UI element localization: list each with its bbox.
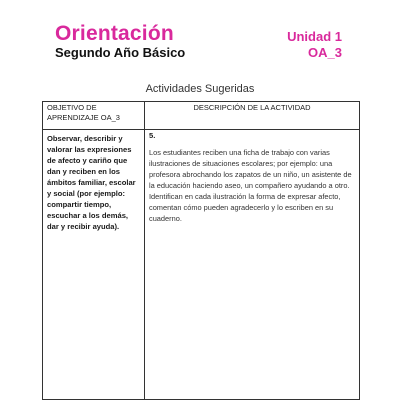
objective-column-header: OBJETIVO DE APRENDIZAJE OA_3 — [43, 102, 145, 130]
unit-label: Unidad 1 — [287, 29, 342, 44]
activity-table — [42, 101, 360, 400]
description-column-header: DESCRIPCIÓN DE LA ACTIVIDAD — [145, 102, 360, 130]
activity-number: 5. — [149, 131, 156, 140]
table-row — [43, 130, 360, 400]
section-title: Actividades Sugeridas — [145, 83, 255, 95]
table-header-row — [43, 102, 360, 130]
objective-cell — [43, 130, 145, 400]
grade-subtitle: Segundo Año Básico — [55, 45, 186, 60]
description-cell — [145, 130, 360, 400]
activity-description: Los estudiantes reciben una ficha de trabajo con varias ilustraciones de situaciones escolares; por ejemplo: una profesora abrochando los zapatos de un niño, un asistente de la educación haciendo aseo, un compañero ayudando a otro. Identifican en cada ilustración la forma de expresar afecto, comentan cómo pueden agradecerlo y lo escriben en su cuaderno. — [149, 148, 352, 223]
oa-label: OA_3 — [308, 45, 342, 60]
page-title: Orientación — [55, 22, 174, 45]
objective-text: Observar, describir y valorar las expresiones de afecto y cariño que dan y reciben en los ámbitos familiar, escolar y social (por ejemplo: compartir tiempo, escuchar a los demás, dar y recibir ayuda). — [47, 134, 136, 231]
